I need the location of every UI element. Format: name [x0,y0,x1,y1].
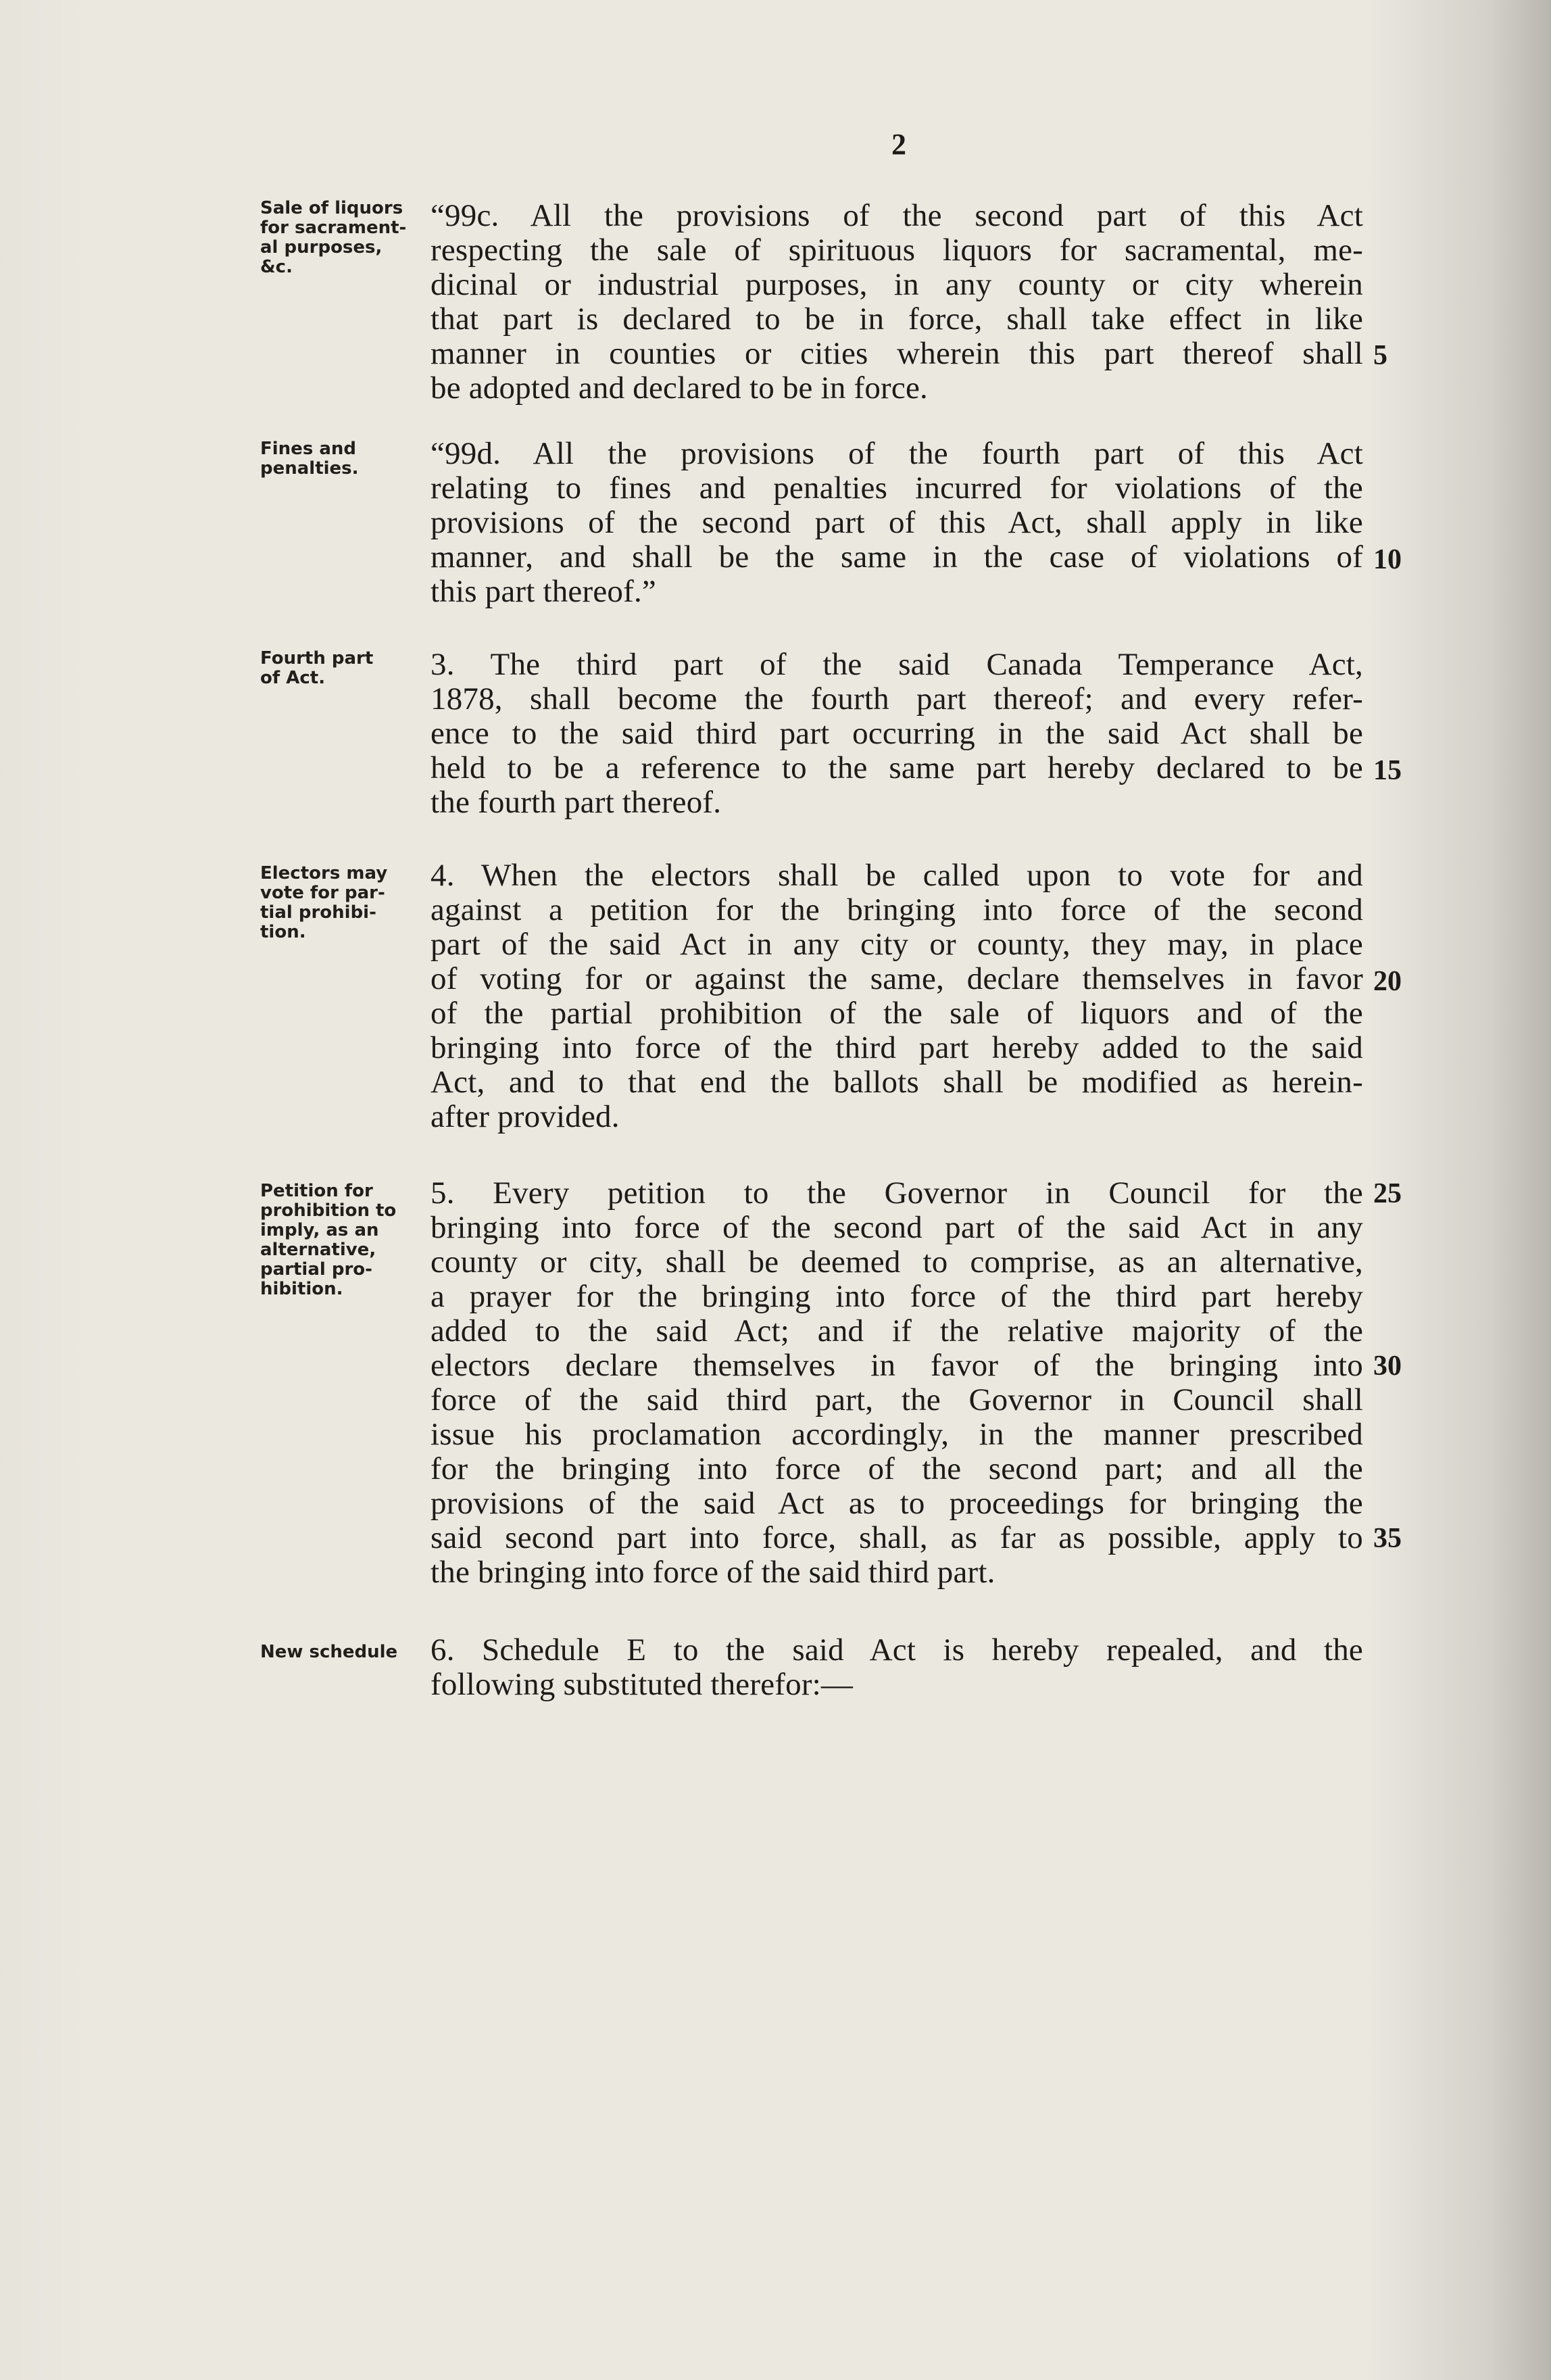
text-line: provisions of the second part of this Act, shall apply in like [430,505,1363,540]
margin-note-line: partial pro- [260,1259,372,1280]
line-number: 15 [1373,755,1402,786]
margin-note [260,199,429,277]
text-line: 6. Schedule E to the said Act is hereby repealed, and the [430,1632,1363,1668]
line-number: 20 [1373,966,1402,997]
text-line: for the bringing into force of the second part; and all the [430,1451,1363,1486]
margin-note-line: alternative, [260,1240,376,1260]
text-line: this part thereof.” [430,574,656,609]
text-line: 1878, shall become the fourth part thereof; and every refer- [430,681,1363,717]
text-line: provisions of the said Act as to proceedings for bringing the [430,1486,1363,1521]
margin-note-line: Fourth part [260,648,374,669]
margin-note [260,1643,429,1662]
text-line: the fourth part thereof. [430,785,722,820]
margin-note-line: vote for par- [260,883,385,903]
paragraph [430,437,1363,609]
text-line: county or city, shall be deemed to comprise, as an alternative, [430,1244,1363,1280]
margin-note-line: &c. [260,257,293,277]
text-line: ence to the said third part occurring in the said Act shall be [430,716,1363,751]
text-line: of voting for or against the same, declare themselves in favor [430,961,1363,996]
text-line: after provided. [430,1099,620,1134]
page-number: 2 [891,128,906,161]
text-line: added to the said Act; and if the relative majority of the [430,1313,1363,1349]
margin-note-line: penalties. [260,458,359,479]
text-line: held to be a reference to the same part hereby declared to be [430,750,1363,785]
margin-note-line: Electors may [260,863,388,883]
text-line: part of the said Act in any city or county, they may, in place [430,927,1363,962]
line-number: 25 [1373,1178,1402,1209]
paragraph [430,648,1363,820]
text-line: issue his proclamation accordingly, in the manner prescribed [430,1417,1363,1452]
line-number: 35 [1373,1523,1402,1554]
text-line: 4. When the electors shall be called upon to vote for and [430,858,1363,893]
text-line: Act, and to that end the ballots shall be modified as herein- [430,1065,1363,1100]
margin-note-line: for sacrament- [260,218,407,238]
text-line: electors declare themselves in favor of the bringing into [430,1348,1363,1383]
line-number: 5 [1373,340,1387,371]
text-line: the bringing into force of the said third part. [430,1555,995,1590]
text-line: manner, and shall be the same in the case of violations of [430,539,1363,575]
margin-note-line: tion. [260,922,306,942]
margin-note-line: Fines and [260,439,357,459]
margin-note [260,1182,429,1299]
text-line: respecting the sale of spirituous liquors for sacramental, me- [430,233,1363,268]
margin-note-line: prohibition to [260,1200,397,1221]
margin-note-line: tial prohibi- [260,902,376,923]
paragraph [430,199,1363,406]
margin-note-line: New schedule [260,1642,398,1662]
text-line: manner in counties or cities wherein this part thereof shall [430,336,1363,371]
paragraph [430,1633,1363,1702]
margin-note-line: of Act. [260,668,326,688]
text-line: 5. Every petition to the Governor in Council for the [430,1175,1363,1211]
text-line: against a petition for the bringing into force of the second [430,892,1363,927]
paragraph [430,1176,1363,1590]
paragraph [430,858,1363,1134]
line-number: 30 [1373,1351,1402,1382]
margin-note-line: Petition for [260,1181,373,1201]
margin-note-line: imply, as an [260,1220,379,1240]
text-line: said second part into force, shall, as far as possible, apply to [430,1520,1363,1555]
text-line: bringing into force of the second part of the said Act in any [430,1210,1363,1245]
margin-note [260,649,429,688]
margin-note-line: Sale of liquors [260,198,403,218]
margin-note [260,439,429,479]
text-line: following substituted therefor:— [430,1667,854,1702]
text-line: that part is declared to be in force, shall take effect in like [430,301,1363,337]
text-line: 3. The third part of the said Canada Temperance Act, [430,647,1363,682]
text-line: relating to fines and penalties incurred for violations of the [430,470,1363,506]
margin-note-line: hibition. [260,1279,343,1299]
text-line: of the partial prohibition of the sale of liquors and of the [430,996,1363,1031]
line-number: 10 [1373,544,1402,575]
text-line: “99c. All the provisions of the second part of this Act [430,198,1363,233]
text-line: force of the said third part, the Governor in Council shall [430,1382,1363,1417]
text-line: a prayer for the bringing into force of the third part hereby [430,1279,1363,1314]
text-line: bringing into force of the third part hereby added to the said [430,1030,1363,1065]
margin-note [260,864,429,942]
text-line: dicinal or industrial purposes, in any county or city wherein [430,267,1363,302]
margin-note-line: al purposes, [260,237,383,258]
text-line: be adopted and declared to be in force. [430,370,928,406]
text-line: “99d. All the provisions of the fourth part of this Act [430,436,1363,471]
